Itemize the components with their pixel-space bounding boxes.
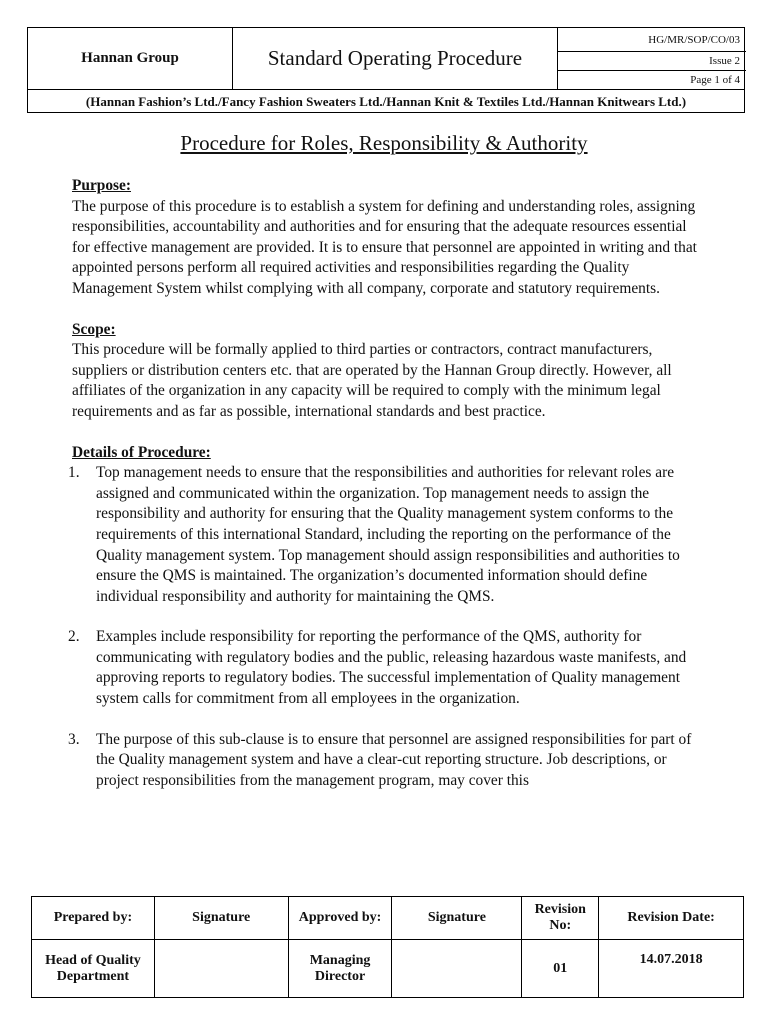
purpose-text: The purpose of this procedure is to establish a system for defining and understanding roles, assigning responsibilities, accountability and authorities and for ensuring that the adequate resources essential for effective management are provided. It is to ensure that personnel are appointed in writing and that appointed persons perform all required activities and responsibilities regarding the Quality Management System whilst complying with all company, corporate and statutory requirements. (72, 197, 697, 297)
revision-date-label: Revision Date: (599, 897, 744, 940)
document-body (68, 176, 700, 811)
scope-heading: Scope: (72, 320, 116, 338)
list-item-text: Examples include responsibility for reporting the performance of the QMS, authority for communicating with regulatory bodies and the public, releasing hazardous waste manifests, and approving reports to regulatory bodies. The successful implementation of Quality management system calls for commitment from all employees in the organization. (96, 628, 687, 708)
approved-by-value: Managing Director (288, 940, 392, 998)
document-title: Procedure for Roles, Responsibility & Authority (180, 131, 588, 155)
list-item (68, 627, 700, 709)
scope-section (72, 320, 700, 423)
scope-text: This procedure will be formally applied to third parties or contractors, contract manufacturers, suppliers or distribution centers etc. that are operated by the Hannan Group directly. However, all affiliates of the organization in any capacity will be required to comply with the minimum legal requirements and as far as possible, international standards and best practice. (72, 341, 672, 420)
issue-number: Issue 2 (709, 55, 740, 67)
prepared-by-label: Prepared by: (32, 897, 155, 940)
list-item-number: 1. (68, 464, 80, 482)
list-item-number: 2. (68, 628, 80, 646)
list-item (68, 730, 700, 792)
document-type: Standard Operating Procedure (267, 46, 523, 70)
approved-by-label: Approved by: (288, 897, 392, 940)
revision-no-value: 01 (522, 940, 599, 998)
revision-no-label: Revision No: (522, 897, 599, 940)
prepared-by-value: Head of Quality Department (32, 940, 155, 998)
details-heading: Details of Procedure: (72, 443, 211, 461)
signature-label: Signature (154, 897, 288, 940)
approval-table (31, 896, 744, 998)
signature-label: Signature (392, 897, 522, 940)
list-item-text: Top management needs to ensure that the responsibilities and authorities for relevant roles are assigned and communicated within the organization. Top management needs to assign the responsibility and authority for ensuring that the Quality management system conforms to the requirements of this international Standard, including the reporting on the performance of the Quality management system. Top management should assign responsibilities and authorities to ensure the QMS is maintained. The organization’s documented information should define individual responsibility and authority for maintaining the QMS. (96, 464, 680, 605)
purpose-section (72, 176, 700, 300)
table-row (32, 897, 744, 940)
list-item (68, 463, 700, 607)
company-name: Hannan Group (81, 50, 179, 66)
document-code: HG/MR/SOP/CO/03 (648, 34, 740, 46)
purpose-heading: Purpose: (72, 177, 131, 194)
signature-value (154, 940, 288, 998)
list-item-number: 3. (68, 730, 80, 748)
details-section (68, 443, 700, 792)
page-number: Page 1 of 4 (690, 74, 740, 86)
affiliates-line: (Hannan Fashion’s Ltd./Fancy Fashion Sweaters Ltd./Hannan Knit & Textiles Ltd./Hannan Knitwears Ltd.) (85, 93, 687, 109)
table-row (32, 940, 744, 998)
list-item-text: The purpose of this sub-clause is to ensure that personnel are assigned responsibilities for part of the Quality management system and have a clear-cut reporting structure. Job descriptions, or project responsibilities from the management program, may cover this (96, 730, 692, 789)
revision-date-value: 14.07.2018 (599, 940, 744, 998)
header-table (27, 27, 745, 113)
details-list (68, 463, 700, 791)
signature-value (392, 940, 522, 998)
